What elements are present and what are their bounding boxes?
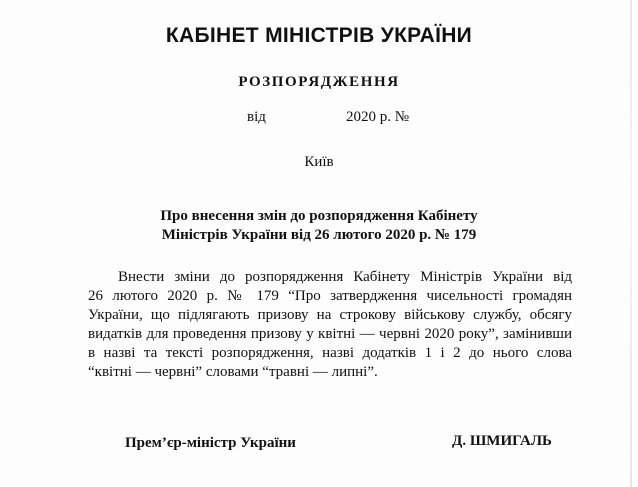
document-body [88,268,572,382]
city-name: Київ [304,154,334,170]
body-line: “квітні — червні” словами “травні — липні”. [88,364,378,380]
body-line: України, що підлягають призову на строкову військову службу, обсягу [88,307,572,323]
body-line: видатків для проведення призову у квітні — червні 2020 року”, замінивши [88,326,572,342]
subject-line: Про внесення змін до розпорядження Кабінету [160,208,478,224]
date-label: від [247,109,266,125]
document-title: КАБІНЕТ МІНІСТРІВ УКРАЇНИ [165,24,473,47]
signatory-name: Д. ШМИГАЛЬ [452,433,552,449]
signatory-title: Прем’єр-міністр України [125,435,296,451]
date-value: 2020 р. № [346,109,410,125]
body-line: в назві та тексті розпорядження, назві додатків 1 і 2 до нього слова [88,345,572,361]
body-line: Внести зміни до розпорядження Кабінету Міністрів України від [118,269,572,285]
document-subject [0,207,638,245]
scan-edge [630,0,632,487]
subject-line: Міністрів України від 26 лютого 2020 р. № 179 [161,227,477,243]
document-type: РОЗПОРЯДЖЕННЯ [238,74,400,90]
body-line: 26 лютого 2020 р. № 179 “Про затвердження чисельності громадян [88,288,572,304]
